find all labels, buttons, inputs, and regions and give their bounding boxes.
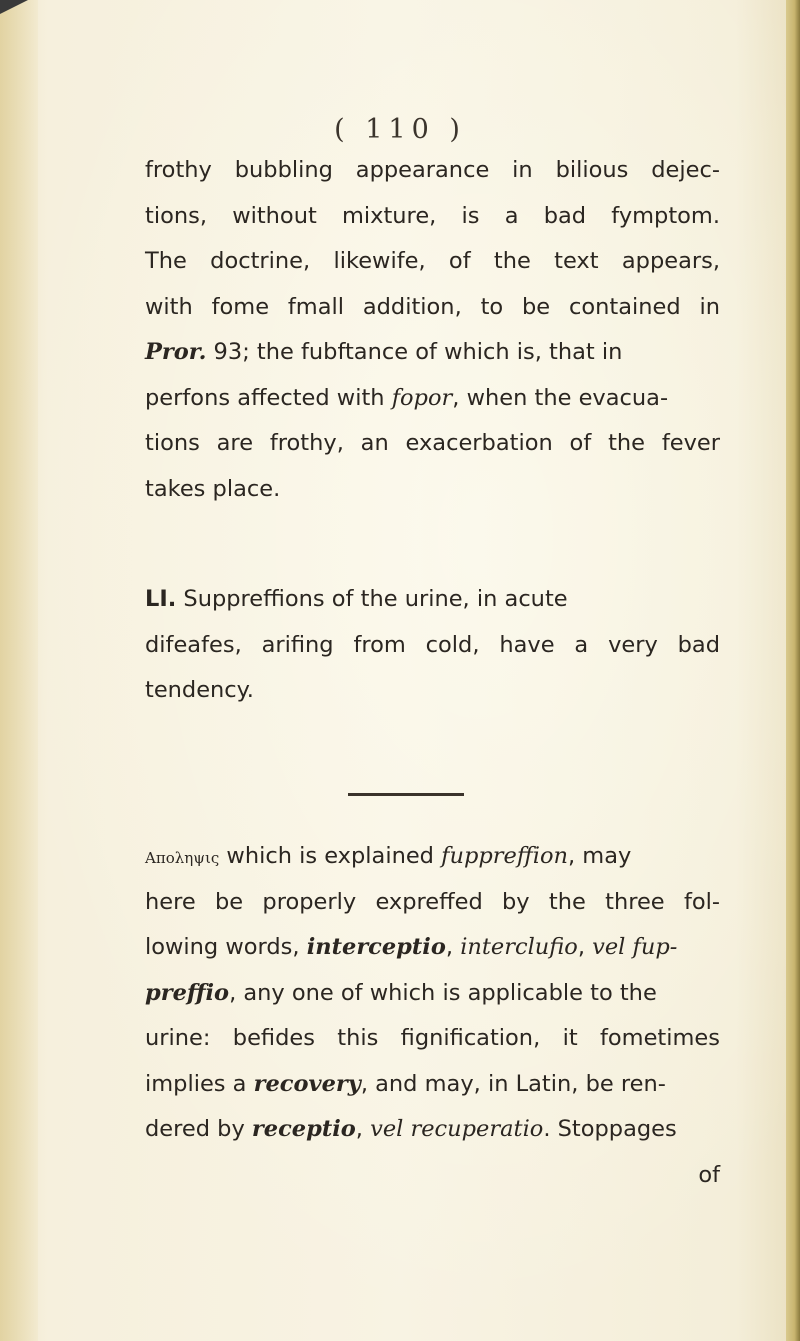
paragraph-2 <box>145 577 720 714</box>
text-run: , and may, in Latin, be ren- <box>360 1070 666 1097</box>
text-line <box>145 925 720 971</box>
text-line <box>145 577 720 623</box>
text-line <box>145 971 720 1017</box>
text-run: , when the evacua- <box>452 384 669 411</box>
text-line: The doctrine, likewife, of the text appears, <box>145 248 720 274</box>
italic-term: recovery <box>253 1070 361 1097</box>
text-line <box>145 1107 720 1153</box>
text-run: which is explained <box>219 843 442 869</box>
text-line: tions are frothy, an exacerbation of the fever <box>145 430 720 456</box>
text-line: difeafes, arifing from cold, have a very bad <box>145 631 720 658</box>
italic-term: fuppreffion <box>441 843 568 869</box>
page-gutter-shadow <box>0 0 38 1341</box>
page-edge <box>786 0 800 1341</box>
text-line <box>145 330 720 376</box>
text-line: here be properly expreffed by the three fol- <box>145 888 720 915</box>
paragraph-1 <box>145 148 720 512</box>
text-run: , <box>445 934 461 960</box>
greek-term: Αποληψις <box>145 849 220 867</box>
catchword: of <box>698 1161 720 1188</box>
text-line: with fome fmall addition, to be contained in <box>145 293 720 320</box>
italic-term: vel recuperatio <box>370 1116 544 1142</box>
reference-label: Pror. <box>145 339 207 365</box>
text-line: frothy bubbling appearance in bilious dejec- <box>145 157 720 183</box>
italic-term: receptio <box>251 1116 356 1142</box>
text-run: , <box>355 1116 371 1142</box>
footnote <box>145 834 720 1198</box>
text-line: tendency. <box>145 677 254 703</box>
italic-term: interceptio <box>306 934 446 960</box>
text-line: urine: befides this fignification, it fometimes <box>145 1025 720 1051</box>
text-run: . Stoppages <box>543 1116 677 1142</box>
italic-term: interclufio <box>460 934 578 960</box>
text-run: , may <box>568 843 632 869</box>
text-line: tions, without mixture, is a bad fymptom. <box>145 202 720 229</box>
text-run: dered by <box>145 1116 252 1142</box>
text-line: takes place. <box>145 475 281 502</box>
text-run: Suppreffions of the urine, in acute <box>176 586 568 612</box>
page-number: ( 110 ) <box>334 114 466 145</box>
section-number: LI. <box>145 586 177 612</box>
scan-corner <box>0 0 28 14</box>
text-run: , any one of which is applicable to the <box>229 979 657 1006</box>
italic-term: preffio <box>145 979 230 1006</box>
text-run: perfons affected with <box>145 384 392 411</box>
footnote-divider <box>348 793 464 796</box>
text-run: 93; the fubftance of which is, that in <box>206 339 623 365</box>
text-run: lowing words, <box>145 934 307 960</box>
text-run: implies a <box>145 1070 254 1097</box>
text-line <box>145 1062 720 1108</box>
text-line <box>145 834 720 880</box>
italic-term: fopor <box>391 384 453 411</box>
text-line <box>145 376 720 422</box>
text-run: , <box>577 934 593 960</box>
italic-term: vel fup- <box>592 934 678 960</box>
